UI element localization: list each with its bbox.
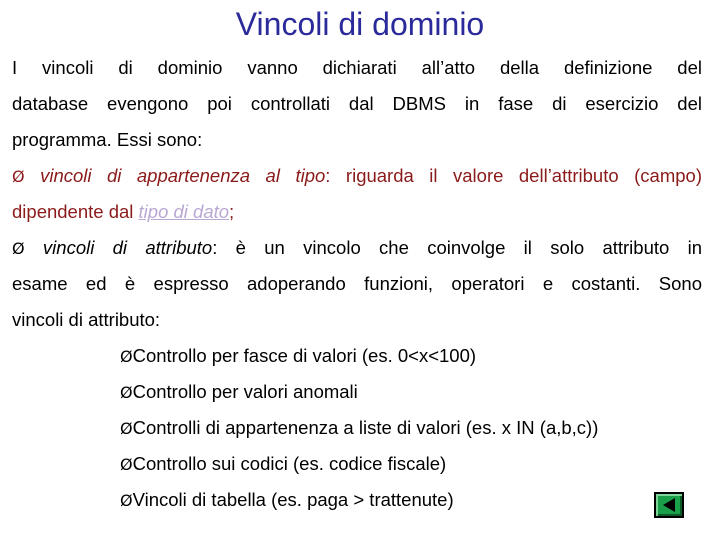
sub-item [120, 344, 476, 369]
sub-item [120, 416, 598, 441]
bullet-arrow-icon: Ø [120, 455, 133, 474]
bullet-2-line-1 [12, 236, 702, 261]
sub-item [120, 488, 454, 513]
sub-item [120, 380, 358, 405]
bullet-2-term: vincoli di attributo [42, 237, 213, 258]
sub-item-text: Controllo sui codici (es. codice fiscale) [132, 453, 447, 474]
bullet-1-term: vincoli di appartenenza al tipo [40, 165, 326, 186]
tipo-di-dato-link[interactable]: tipo di dato [138, 201, 230, 222]
bullet-2-line-2: esame ed è espresso adoperando funzioni, operatori e costanti. Sono [12, 273, 702, 294]
bullet-1-line-2-end: ; [229, 201, 235, 222]
bullet-arrow-icon: Ø [120, 383, 133, 402]
bullet-1-line-2-start: dipendente dal [12, 201, 139, 222]
bullet-2-rest: : è un vincolo che coinvolge il solo attributo in [212, 237, 703, 258]
sub-item-text: Controllo per valori anomali [132, 381, 358, 402]
back-nav-button[interactable] [654, 492, 684, 518]
page-title: Vincoli di dominio [235, 6, 485, 42]
bullet-1-rest: : riguarda il valore dell’attributo (campo) [325, 165, 702, 186]
bullet-arrow-icon: Ø [120, 419, 133, 438]
sub-item-text: Vincoli di tabella (es. paga > trattenute) [132, 489, 454, 510]
play-back-icon [656, 494, 682, 516]
bullet-2-line-3: vincoli di attributo: [12, 309, 161, 330]
bullet-1-line-1 [12, 164, 702, 189]
intro-line-1: I vincoli di dominio vanno dichiarati all’atto della definizione del [12, 57, 702, 78]
bullet-1-line-2 [12, 200, 702, 224]
intro-line-3: programma. Essi sono: [12, 129, 203, 150]
sub-item-text: Controlli di appartenenza a liste di valori (es. x IN (a,b,c)) [132, 417, 599, 438]
bullet-arrow-icon: Ø [120, 347, 133, 366]
intro-line-2: database evengono poi controllati dal DBMS in fase di esercizio del [12, 93, 702, 114]
bullet-arrow-icon: Ø [120, 491, 133, 510]
bullet-arrow-icon: Ø [12, 239, 25, 258]
bullet-arrow-icon: Ø [12, 167, 25, 186]
sub-item-text: Controllo per fasce di valori (es. 0<x<100) [132, 345, 477, 366]
sub-item [120, 452, 446, 477]
